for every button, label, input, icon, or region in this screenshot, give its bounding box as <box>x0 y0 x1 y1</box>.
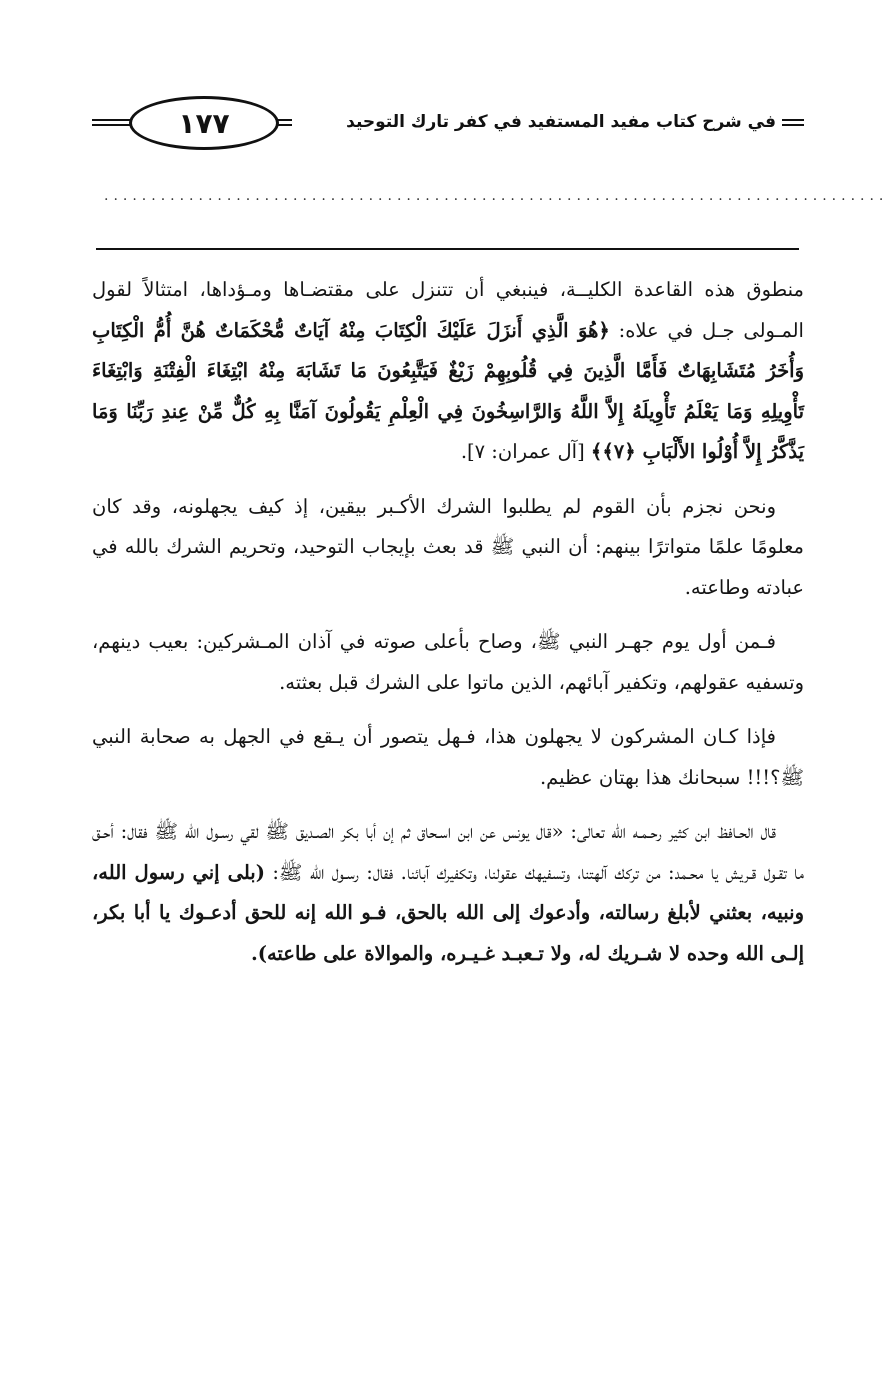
verse-reference: [آل عمران: ٧]. <box>460 440 585 463</box>
paragraph-1-text: منطوق هذه القاعدة الكليــة، فينبغي أن تتنزل على مقتضـاها ومـؤداها، امتثالاً لقول المـولى جـل في علاه: <box>92 278 804 342</box>
paragraph-3: فـمن أول يوم جهـر النبي ﷺ، وصاح بأعلى صوته في آذان المـشركين: بعيب دينهم، وتسفيه عقولهم، وتكفير آبائهم، الذين ماتوا على الشرك قبل بعثته. <box>92 630 804 694</box>
header-dash-icon <box>782 116 804 129</box>
paragraph-5-text: قال الحـافظ ابن كثير رحـمـه الله تعالى: «قال يونس عن ابن اسـحاق ثم إن أبا بكر الصـديق ﷺ لقي رسـول الله ﷺ فقال: أحـق ما تقـول قـريش يا محـمد: من تركك آلهتنا، وتسفيهك عقولنا، وتكفيرك آبائنا. فقال: رسـول الله ﷺ: <box>92 820 805 884</box>
paragraph-5 <box>92 812 804 974</box>
paragraph-4: فإذا كـان المشركون لا يجهلون هذا، فـهل يتصور أن يـقع في الجهل به صحابة النبي ﷺ؟!!! سبحانك هذا بهتان عظيم. <box>92 725 804 789</box>
hadith-quote: (بلى إني رسول الله، ونبيه، بعثني لأبلغ رسالته، وأدعوك إلى الله بالحق، فـو الله إنه للحق أدعـوك يا أبا بكر، إلـى الله وحده لا شـريك له، ولا تـعبـد غـيـره، والموالاة على طاعته). <box>92 860 804 965</box>
paragraph-2: ونحن نجزم بأن القوم لم يطلبوا الشرك الأكـبر بيقين، إذ كيف يجهلونه، وقد كان معلومًا علمًا متواترًا بينهم: أن النبي ﷺ قد بعث بإيجاب التوحيد، وتحريم الشرك بالله في عبادته وطاعته. <box>92 494 804 599</box>
quran-verse: ﴿هُوَ الَّذِي أَنزَلَ عَلَيْكَ الْكِتَابَ مِنْهُ آيَاتٌ مُّحْكَمَاتٌ هُنَّ أُمُّ الْكِتَابِ وَأُخَرُ مُتَشَابِهَاتٌ فَأَمَّا الَّذِينَ فِي قُلُوبِهِمْ زَيْغٌ فَيَتَّبِعُونَ مَا تَشَابَهَ مِنْهُ ابْتِغَاءَ الْفِتْنَةِ وَابْتِغَاءَ تَأْوِيلِهِ وَمَا يَعْلَمُ تَأْوِيلَهُ إِلاَّ اللَّهُ وَالرَّاسِخُونَ فِي الْعِلْمِ يَقُولُونَ آمَنَّا بِهِ كُلٌّ مِّنْ عِندِ رَبِّنَا وَمَا يَذَّكَّرُ إِلاَّ أُوْلُوا الأَلْبَابِ ﴿٧﴾﴾ <box>92 318 804 463</box>
page-header <box>92 92 804 162</box>
separator-rule <box>96 248 799 250</box>
page-number: ١٧٧ <box>129 96 279 150</box>
main-text <box>92 270 804 988</box>
paragraph-1 <box>92 270 804 473</box>
running-header-title <box>346 112 804 132</box>
footnote-dots: ................................................................................... <box>104 188 888 204</box>
running-header-text: في شرح كتاب مفيد المستفيد في كفر تارك التوحيد <box>346 112 776 132</box>
